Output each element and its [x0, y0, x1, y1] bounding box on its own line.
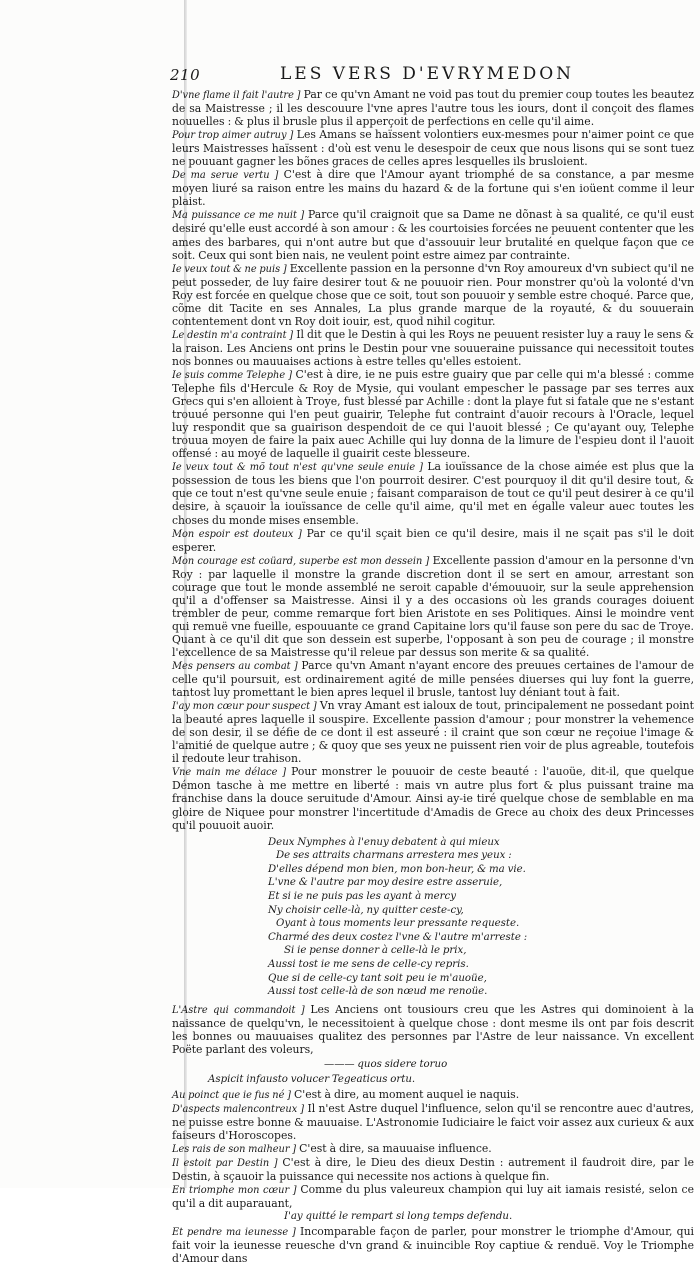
paragraph-text: Excellente passion en la personne d'vn Roy amoureux d'vn subiect qu'il ne peut posseder, de luy faire desirer tout & ne pouuoir rien. Pour monstrer qu'où la volonté d'vn Roy est forcée en quelque chose que ce soit, tout son pouuoir y semble estre choqué. Parce que, cõme dit Tacite en ses Annales, La plus grande marque de la royauté, & du souuerain contentement dont vn Roy doit iouir, est, quod nihil cogitur. — [172, 261, 694, 328]
page-number: 210 — [170, 66, 201, 84]
paragraph-lemma: Mon courage est coüard, superbe est mon dessein ] — [172, 555, 430, 567]
paragraph-text: Parce qu'vn Amant n'ayant encore des preuues certaines de l'amour de celle qu'il poursuit, est ordinairement agité de mille pensées diuerses qui luy font la guerre, tantost luy promettant le bien apres lequel il brusle, tantost luy déniant tout à fait. — [172, 659, 694, 700]
commentary-text — [172, 88, 694, 1265]
paragraph-lemma: De ma serue vertu ] — [172, 170, 279, 182]
closing-lemma: Et pendre ma ieunesse ] — [172, 1226, 296, 1238]
verse-line: De ses attraits charmans arrestera mes yeux : — [276, 850, 512, 862]
paragraph-text: Par ce qu'vn Amant ne void pas tout du premier coup toutes les beautez de sa Maistresse ; il les descouure l'vne apres l'autre tous les iours, dont il conçoit des flames nouuelles : & plus il brusle plus il apperçoit de perfections en celle qu'il aime. — [172, 88, 694, 129]
commentary-paragraph — [172, 1003, 694, 1056]
closing-paragraph — [172, 1225, 694, 1265]
verse-quotation — [268, 836, 694, 999]
verse-line: Oyant à tous moments leur pressante requeste. — [276, 918, 520, 930]
paragraph-lemma: Mon espoir est douteux ] — [172, 528, 302, 540]
commentary-paragraph — [172, 1142, 694, 1156]
paragraph-text: Comme du plus valeureux champion qui luy ait iamais resisté, selon ce qu'il a dit auparauant, — [172, 1183, 694, 1211]
commentary-paragraph — [172, 262, 694, 328]
verse-line: L'vne & l'autre par moy desire estre asseruie, — [268, 877, 503, 889]
verse-line: Deux Nymphes à l'enuy debatent à qui mieux — [268, 836, 500, 848]
paragraph-text: C'est à dire que l'Amour ayant triomphé de sa constance, a par mesme moyen liuré sa raison entre les mains du hazard & de la fortune qui s'en ioüent comme il leur plaist. — [172, 168, 694, 209]
paragraph-text: La iouïssance de la chose aimée est plus que la possession de tous les biens que l'on pourroit desirer. C'est pourquoy il dit qu'il desire tout, & que ce tout n'est qu'vne seule enuie ; faisant comparaison de tout ce qu'il peut desirer à ce qu'il desire, à sçauoir la iouïssance de celle qu'il aime, qu'il met en égalle valeur auec toutes les choses du monde mises ensemble. — [172, 460, 695, 527]
paragraph-text: Par ce qu'il sçait bien ce qu'il desire, mais il ne sçait pas s'il le doit esperer. — [172, 526, 694, 554]
commentary-paragraph — [172, 554, 694, 659]
verse-line: Si ie pense donner à celle-là le prix, — [284, 945, 467, 957]
commentary-paragraph — [172, 765, 694, 831]
paragraph-text: Les Amans se haïssent volontiers eux-mesmes pour n'aimer point ce que leurs Maistresses haïssent : d'où est venu le desespoir de ceux que nous lisons qui se sont tuez ne pouuant gagner les bõnes graces de celles apres lesquelles ils brusloient. — [172, 128, 694, 169]
commentary-paragraph — [172, 328, 694, 368]
commentary-paragraph — [172, 460, 694, 526]
verse-line: Ny choisir celle-là, ny quitter ceste-cy, — [268, 904, 464, 916]
commentary-paragraph — [172, 527, 694, 554]
paragraph-text: C'est à dire, au moment auquel ie naquis. — [293, 1088, 520, 1102]
paragraph-lemma: Les rais de son malheur ] — [172, 1144, 297, 1156]
paragraph-lemma: Au poinct que ie fus né ] — [172, 1090, 291, 1102]
commentary-paragraph — [172, 1088, 694, 1102]
paragraph-text: Les Anciens ont tousiours creu que les Astres qui dominoient à la naissance de quelqu'vn, le necessitoient à quelque chose : dont mesme ils ont par fois descrit les bonnes ou mauuaises qualitez des personnes par l'Astre de leur naissance. Vn excellent Poëte parlant des voleurs, — [172, 1002, 694, 1056]
paragraph-lemma: D'vne flame il fait l'autre ] — [172, 90, 301, 101]
paragraph-text: Il dit que le Destin à qui les Roys ne peuuent resister luy a rauy le sens & la raison. Les Anciens ont prins le Destin pour vne souueraine puissance qui necessitoit toutes nos bonnes ou mauuaises actions à estre telles qu'elles estoient. — [172, 327, 694, 368]
commentary-paragraph — [172, 168, 694, 208]
paragraph-text: C'est à dire, sa mauuaise influence. — [299, 1142, 492, 1156]
commentary-paragraphs-final — [172, 1088, 694, 1210]
verse-line: Aussi tost celle-là de son nœud me renoüe. — [268, 986, 488, 998]
commentary-paragraph — [172, 1102, 694, 1142]
commentary-paragraph — [172, 368, 694, 460]
commentary-paragraph — [172, 1183, 694, 1210]
verse-line: Et si ie ne puis pas les ayant à mercy — [268, 891, 456, 902]
commentary-paragraph — [172, 208, 694, 261]
commentary-paragraph — [172, 1156, 694, 1183]
paragraph-text: Pour monstrer le pouuoir de ceste beauté : l'auoüe, dit-il, que quelque Démon tasche à me mettre en liberté : mais vn autre plus fort & plus puissant traine ma franchise dans la douce seruitude d'Amour. Ainsi ay-ie tiré quelque chose de semblable en ma gloire de Niquee pour monstrer l'incertitude d'Amadis de Grece au choix des deux Princesses qu'il pouuoit auoir. — [172, 765, 694, 832]
paragraph-lemma: Pour trop aimer autruy ] — [172, 130, 294, 142]
running-title: LES VERS D'EVRYMEDON — [280, 64, 575, 84]
commentary-paragraph — [172, 128, 694, 168]
paragraph-lemma: D'aspects malencontreux ] — [172, 1104, 305, 1116]
paragraph-text: C'est à dire, le Dieu des dieux Destin : autrement il faudroit dire, par le Destin, à sçauoir la puissance qui necessite nos actions à quelque fin. — [172, 1156, 694, 1184]
verse-line: Charmé des deux costez l'vne & l'autre m'arreste : — [268, 931, 528, 943]
inline-verse-citation: I'ay quitté le rempart si long temps defendu. — [284, 1211, 513, 1223]
paragraph-text: C'est à dire, ie ne puis estre guairy que par celle qui m'a blessé : comme Telephe fils d'Hercule & Roy de Mysie, qui voulant empescher le passage par ses terres aux Grecs qui s'en alloient à Troye, fust blessé par Achille : dont la playe fut si fatale que ne s'estant trouué personne qui l'en peut guairir, Telephe fut contraint d'auoir recours à l'Oracle, lequel luy respondit que sa guairison despendoit de ce qui l'auoit blessé ; Ce qu'ayant ouy, Telephe trouua moyen de faire la paix auec Achille qui luy donna de la limure de l'espieu dont il l'auoit offensé : au moyé de laquelle il guairit ceste blesseure. — [172, 367, 694, 461]
closing-text: Incomparable façon de parler, pour monstrer le triomphe d'Amour, qui fait voir la ieunesse reuesche d'vn grand & inuincible Roy captiue & renduë. Voy le Triomphe d'Amour dans — [172, 1224, 694, 1265]
verse-line: Que si de celle-cy tant soit peu ie m'auoüe, — [268, 972, 487, 984]
paragraph-lemma: Vne main me délace ] — [172, 767, 287, 779]
paragraph-lemma: Ie veux tout & ne puis ] — [172, 263, 287, 275]
paragraph-text: Vn vray Amant est ialoux de tout, principalement ne possedant point la beauté apres laquelle il souspire. Excellente passion d'amour ; pour monstrer la vehemence de son desir, il se défie de ce dont il est asseuré : il craint que son cœur ne reçoiue l'image & l'amitié de quelque autre ; & quoy que ses yeux ne puissent rien voir de plus agreable, toutefois il redoute leur trahison. — [172, 699, 694, 766]
verse-line: Aussi tost ie me sens de celle-cy repris. — [268, 958, 469, 970]
running-head — [170, 64, 690, 88]
verse-line: D'elles dépend mon bien, mon bon-heur, & ma vie. — [268, 863, 526, 875]
paragraph-lemma: Ma puissance ce me nuit ] — [172, 210, 305, 222]
paragraph-lemma: Ie veux tout & mõ tout n'est qu'vne seule enuie ] — [172, 462, 423, 474]
paragraph-text: Excellente passion d'amour en la personne d'vn Roy : par laquelle il monstre la grande discretion dont il se sert en amour, arrestant son courage que tout le monde assemblé ne seroit capable d'émouuoir, sur la seule apprehension qu'il a d'offenser sa Maistresse. Ainsi il y a des occasions où les grands courages doiuent trembler de peur, comme remarque fort bien Aristote en ses Politiques. Ainsi le moindre vent qui remuë vne fueille, espouuante ce grand Capitaine lors qu'il fause son pere du sac de Troye. Quant à ce qu'il dit que son dessein est superbe, l'opposant à son peu de courage ; il monstre l'excellence de sa Maistresse qu'il releue par dessus son merite & sa qualité. — [172, 553, 694, 659]
latin-citation-line-1: ——— quos sidere toruo — [324, 1058, 448, 1070]
paragraph-lemma: I'ay mon cœur pour suspect ] — [172, 701, 317, 713]
commentary-paragraph — [172, 699, 694, 765]
paragraph-lemma: Il estoit par Destin ] — [172, 1158, 278, 1170]
paragraph-text: Parce qu'il craignoit que sa Dame ne dõnast à sa qualité, ce qu'il eust desiré qu'elle eust accordé à son amour : & les courtoisies forcées ne peuuent contenter que les ames des barbares, qui n'ont autre but que d'assouuir leur brutalité en quelque façon que ce soit. Ceux qui sont bien nais, ne veulent point estre aimez par contrainte. — [172, 208, 695, 262]
paragraph-lemma: Le destin m'a contraint ] — [172, 329, 294, 341]
paragraph-lemma: Mes pensers au combat ] — [172, 661, 298, 673]
paragraph-lemma: Ie suis comme Telephe ] — [172, 369, 293, 381]
commentary-paragraphs-after-verse — [172, 1003, 694, 1056]
latin-citation-line-2: Aspicit infausto volucer Tegeaticus ortu. — [208, 1073, 416, 1085]
commentary-paragraphs — [172, 88, 694, 832]
paragraph-lemma: L'Astre qui commandoit ] — [172, 1004, 305, 1016]
paragraph-text: Il n'est Astre duquel l'influence, selon qu'il se rencontre auec d'autres, ne puisse estre bonne & mauuaise. L'Astronomie Iudiciaire le faict voir assez aux curieux & aux faiseurs d'Horoscopes. — [172, 1102, 694, 1143]
paragraph-lemma: En triomphe mon cœur ] — [172, 1185, 297, 1197]
commentary-paragraph — [172, 88, 694, 128]
commentary-paragraph — [172, 659, 694, 699]
